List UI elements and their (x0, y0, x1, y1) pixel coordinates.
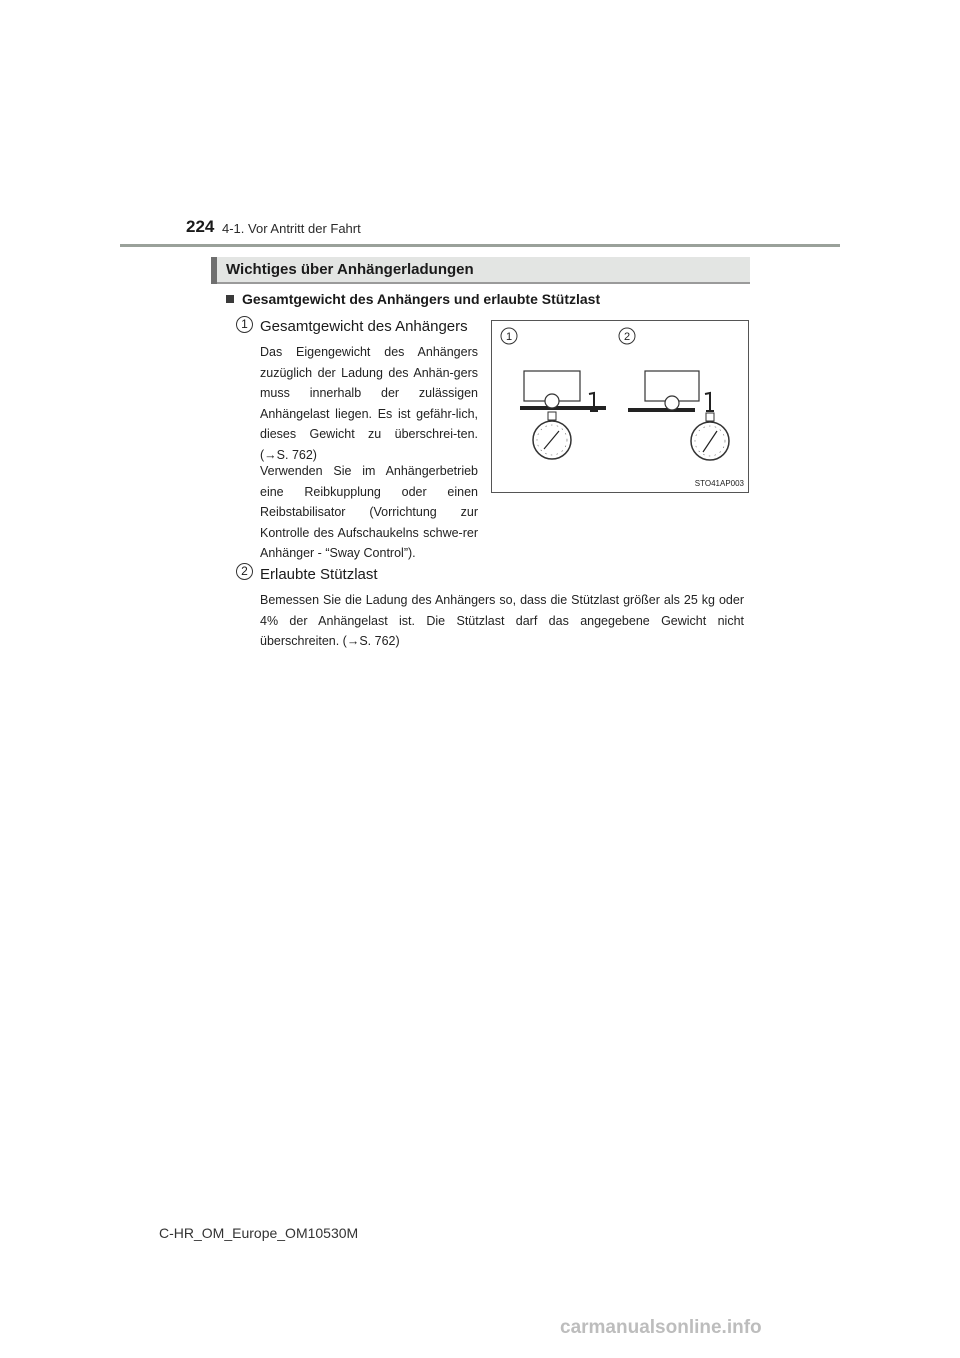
section-heading-box (211, 257, 750, 284)
figure-label-2 (619, 328, 635, 344)
header-divider (120, 244, 840, 247)
item-paragraph: Das Eigengewicht des Anhängers zuzüglich der Ladung des Anhän-gers muss innerhalb der zulässigen Anhängelast liegen. Es ist gefähr-lich, dieses Gewicht zu überschrei-ten. (→S. 762) (260, 345, 478, 462)
square-bullet-icon (226, 295, 234, 303)
item-paragraph: Bemessen Sie die Ladung des Anhängers so, dass die Stützlast größer als 25 kg oder 4% der Anhängelast ist. Die Stützlast darf das angegebene Gewicht nicht überschreiten. (→S. 762) (260, 593, 744, 648)
subheading (226, 291, 600, 307)
svg-text:2: 2 (623, 331, 631, 343)
chapter-title: 4-1. Vor Antritt der Fahrt (222, 221, 361, 236)
trailer-weight-illustration (491, 320, 749, 493)
item-title: Erlaubte Stützlast (260, 566, 378, 583)
figure-label-1 (501, 328, 517, 344)
item-paragraph: Verwenden Sie im Anhängerbetrieb eine Reibkupplung oder einen Reibstabilisator (Vorrichtung zur Kontrolle des Aufschaukelns schwe-rer Anhänger - “Sway Control”). (260, 464, 478, 560)
document-code: C-HR_OM_Europe_OM10530M (159, 1225, 359, 1241)
watermark: carmanualsonline.info (560, 1317, 762, 1338)
item-title: Gesamtgewicht des Anhängers (260, 318, 468, 335)
subheading-text: Gesamtgewicht des Anhängers und erlaubte Stützlast (242, 291, 601, 307)
svg-text:1: 1 (505, 331, 513, 343)
item-number-badge: 2 (236, 563, 253, 580)
trailer-scale-diagram (492, 321, 748, 492)
page-number: 224 (186, 217, 215, 236)
trailer-on-scale (520, 371, 606, 459)
section-heading-accent-bar (211, 257, 217, 284)
section-title: Wichtiges über Anhängerladungen (226, 261, 474, 278)
figure-code: STO41AP003 (694, 479, 744, 488)
item-number-badge: 1 (236, 316, 253, 333)
drawbar-on-scale (628, 371, 729, 460)
